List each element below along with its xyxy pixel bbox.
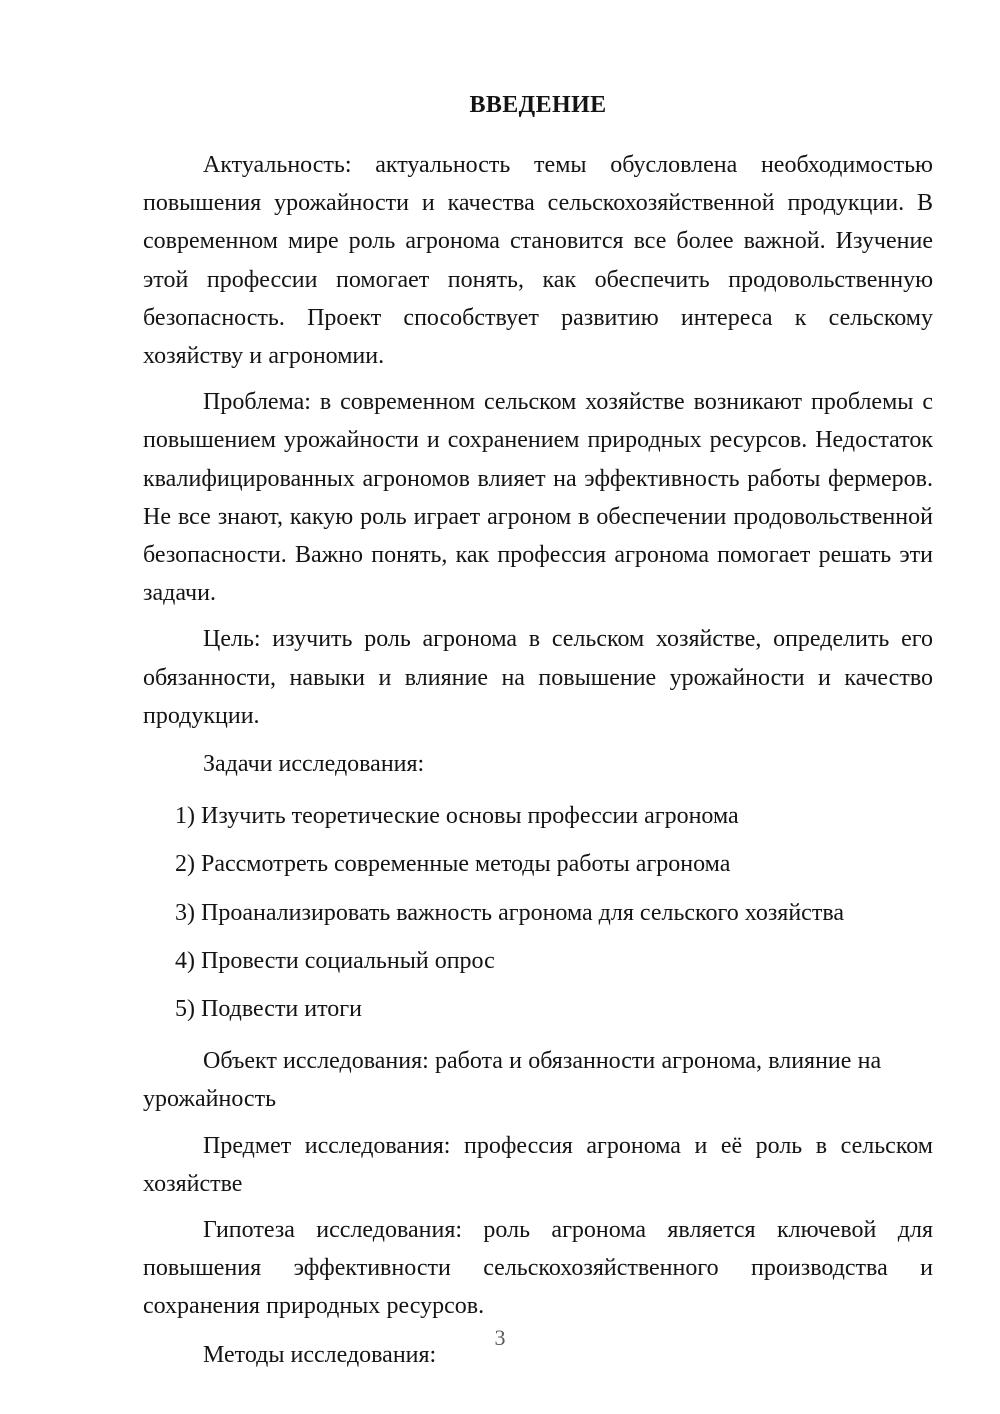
paragraph-subject: Предмет исследования: профессия агронома и её роль в сельском хозяйстве (143, 1132, 933, 1197)
list-item: 2) Рассмотреть современные методы работы агронома (175, 851, 731, 878)
list-item: 1) Изучить теоретические основы профессии агронома (175, 803, 739, 830)
paragraph-problem: Проблема: в современном сельском хозяйстве возникают проблемы с повышением урожайности и сохранением природных ресурсов. Недостаток квалифицированных агрономов влияет на эффективность работы фермеров. Не все знают, какую роль играет агроном в обеспечении продовольственной безопасности. Важно понять, как профессия агронома помогает решать эти задачи. (143, 389, 933, 607)
list-item: 4) Провести социальный опрос (175, 947, 495, 974)
page-number: 3 (494, 1325, 506, 1350)
paragraph-relevance: Актуальность: актуальность темы обусловлена необходимостью повышения урожайности и качества сельскохозяйственной продукции. В современном мире роль агронома становится все более важной. Изучение этой профессии помогает понять, как обеспечить продовольственную безопасность. Проект способствует развитию интереса к сельскому хозяйству и агрономии. (143, 152, 933, 370)
tasks-list (143, 797, 933, 1028)
paragraph-goal: Цель: изучить роль агронома в сельском хозяйстве, определить его обязанности, навыки и влияние на повышение урожайности и качество продукции. (143, 626, 933, 729)
tasks-heading: Задачи исследования: (203, 751, 425, 778)
paragraph-hypothesis: Гипотеза исследования: роль агронома является ключевой для повышения эффективности сельскохозяйственного производства и сохранения природных ресурсов. (143, 1217, 933, 1320)
list-item: 5) Подвести итоги (175, 996, 362, 1023)
methods-heading: Методы исследования: (203, 1341, 437, 1368)
paragraph-object: Объект исследования: работа и обязанности агронома, влияние на урожайность (143, 1048, 882, 1113)
list-item: 3) Проанализировать важность агронома для сельского хозяйства (175, 899, 844, 926)
page-title: ВВЕДЕНИЕ (469, 92, 607, 118)
document-body (143, 86, 933, 1388)
